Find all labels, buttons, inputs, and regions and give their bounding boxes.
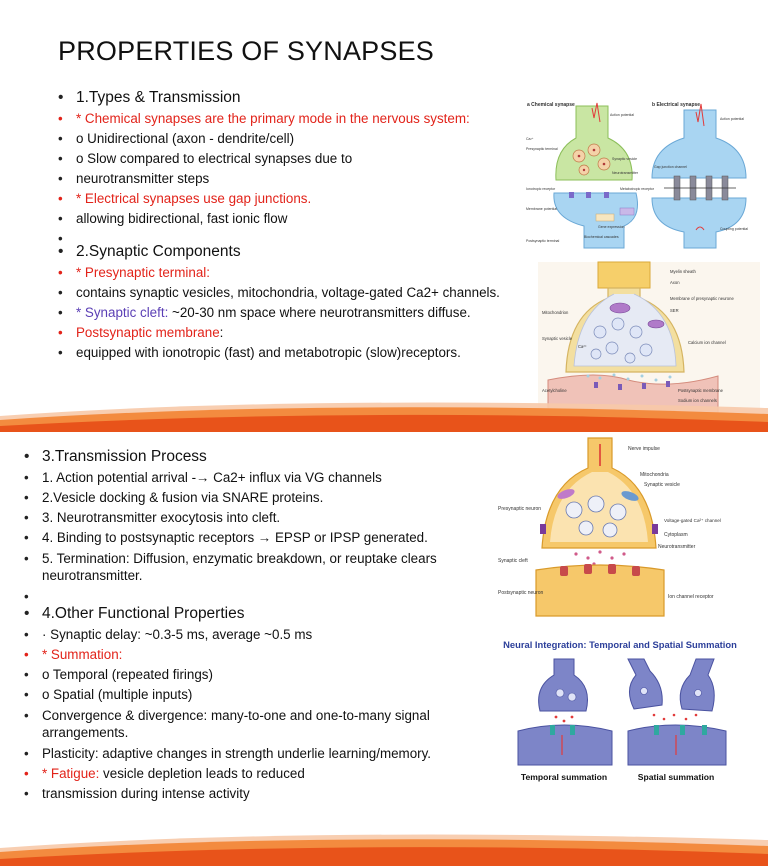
svg-text:Synaptic vesicle: Synaptic vesicle xyxy=(542,336,573,341)
svg-text:Gene expression: Gene expression xyxy=(598,225,625,229)
svg-text:Ion channel receptor: Ion channel receptor xyxy=(668,594,714,600)
svg-text:Membrane of presynaptic neuron: Membrane of presynaptic neurone xyxy=(670,296,734,301)
figure-title: Neural Integration: Temporal and Spatial Summation xyxy=(503,639,737,650)
list-item: • contains synaptic vesicles, mitochondria, voltage-gated Ca2+ channels. xyxy=(58,283,500,303)
section-heading: • 4.Other Functional Properties xyxy=(24,603,494,625)
svg-text:Synaptic cleft: Synaptic cleft xyxy=(498,558,528,564)
svg-text:Action potential: Action potential xyxy=(720,117,744,121)
list-item: • * Chemical synapses are the primary mode in the nervous system: xyxy=(58,109,500,129)
svg-text:Nerve impulse: Nerve impulse xyxy=(628,446,660,452)
svg-text:Mitochondria: Mitochondria xyxy=(640,472,669,478)
svg-text:Synaptic vesicle: Synaptic vesicle xyxy=(612,157,638,161)
caption-spatial: Spatial summation xyxy=(637,772,715,782)
list-item xyxy=(58,323,500,343)
list-item: • Plasticity: adaptive changes in strength underlie learning/memory. xyxy=(24,744,494,764)
slide-title: PROPERTIES OF SYNAPSES xyxy=(58,36,435,66)
panel-a-title: a Chemical synapse xyxy=(527,102,575,108)
svg-text:Ca²⁺: Ca²⁺ xyxy=(578,344,587,349)
decorative-wave xyxy=(0,822,768,866)
list-item xyxy=(24,764,494,784)
svg-text:Membrane potential: Membrane potential xyxy=(526,207,557,211)
section-heading: • 2.Synaptic Components xyxy=(58,241,500,263)
svg-text:Acetylcholine: Acetylcholine xyxy=(542,388,567,393)
summation-figure xyxy=(504,635,736,785)
section-heading: • 1.Types & Transmission xyxy=(58,87,500,109)
term-text: : xyxy=(219,325,224,340)
panel-b-title: b Electrical synapse xyxy=(652,102,701,108)
term-text: ~20-30 nm space where neurotransmitters diffuse. xyxy=(168,305,471,320)
svg-text:Presynaptic neuron: Presynaptic neuron xyxy=(498,506,542,512)
svg-text:Myelin sheath: Myelin sheath xyxy=(670,269,696,274)
list-item: • o Unidirectional (axon - dendrite/cell) xyxy=(58,129,500,149)
list-item: • o Slow compared to electrical synapses due to xyxy=(58,149,500,169)
svg-text:SER: SER xyxy=(670,308,679,313)
svg-text:Neurotransmitter: Neurotransmitter xyxy=(612,171,639,175)
list-item: • 1. Action potential arrival -→ Ca2+ influx via VG channels xyxy=(24,468,494,488)
list-item: • o Temporal (repeated firings) xyxy=(24,665,494,685)
slide-1 xyxy=(0,0,768,432)
svg-text:Ionotropic receptor: Ionotropic receptor xyxy=(526,187,556,191)
list-item: • transmission during intense activity xyxy=(24,784,494,804)
synapse-types-figure xyxy=(524,98,764,250)
list-item: • * Electrical synapses use gap junctions. xyxy=(58,189,500,209)
list-item: • * Summation: xyxy=(24,645,494,665)
svg-text:Mitochondrion: Mitochondrion xyxy=(542,310,569,315)
svg-text:Ca²⁺: Ca²⁺ xyxy=(526,137,534,141)
svg-text:Calcium ion channel: Calcium ion channel xyxy=(688,340,726,345)
svg-text:Gap junction channel: Gap junction channel xyxy=(654,165,687,169)
list-item: • equipped with ionotropic (fast) and metabotropic (slow)receptors. xyxy=(58,343,500,363)
list-item: • Convergence & divergence: many-to-one and one-to-many signal arrangements. xyxy=(24,707,494,741)
slide-2 xyxy=(0,432,768,866)
list-item: • 5. Termination: Diffusion, enzymatic breakdown, or reuptake clears neurotransmitter. xyxy=(24,550,494,584)
svg-text:Action potential: Action potential xyxy=(610,113,634,117)
svg-text:Postsynaptic membrane: Postsynaptic membrane xyxy=(678,388,723,393)
svg-text:Voltage-gated Ca²⁺ channel: Voltage-gated Ca²⁺ channel xyxy=(664,518,721,523)
svg-text:Axon: Axon xyxy=(670,280,680,285)
svg-text:Sodium ion channels: Sodium ion channels xyxy=(678,398,717,403)
list-item: • * Presynaptic terminal: xyxy=(58,263,500,283)
list-item: • neurotransmitter steps xyxy=(58,169,500,189)
list-item: • 3. Neurotransmitter exocytosis into cleft. xyxy=(24,508,494,528)
svg-text:Postsynaptic neuron: Postsynaptic neuron xyxy=(498,590,544,596)
list-item xyxy=(58,303,500,323)
term-text: vesicle depletion leads to reduced xyxy=(99,766,305,781)
svg-text:Coupling potential: Coupling potential xyxy=(720,227,749,231)
caption-temporal: Temporal summation xyxy=(520,772,608,782)
svg-text:Metabotropic receptor: Metabotropic receptor xyxy=(620,187,655,191)
list-item: • allowing bidirectional, fast ionic flow xyxy=(58,209,500,229)
svg-text:Neurotransmitter: Neurotransmitter xyxy=(658,544,696,550)
list-item: • 4. Binding to postsynaptic receptors → EPSP or IPSP generated. xyxy=(24,528,494,548)
bullet-list-2 xyxy=(24,446,494,804)
transmission-figure xyxy=(496,438,721,616)
list-item: • · Synaptic delay: ~0.3-5 ms, average ~0.5 ms xyxy=(24,625,494,645)
list-item: • 2.Vesicle docking & fusion via SNARE proteins. xyxy=(24,488,494,508)
term-label: * Fatigue: xyxy=(42,766,100,781)
term-label: Postsynaptic membrane xyxy=(76,325,220,340)
svg-text:Biochemical cascades: Biochemical cascades xyxy=(584,235,619,239)
section-heading: • 3.Transmission Process xyxy=(24,446,494,468)
svg-text:Cytoplasm: Cytoplasm xyxy=(664,532,688,538)
term-label: * Synaptic cleft: xyxy=(76,305,169,320)
bullet-list-1 xyxy=(58,87,500,363)
svg-text:Presynaptic terminal: Presynaptic terminal xyxy=(526,147,558,151)
list-item: • o Spatial (multiple inputs) xyxy=(24,685,494,705)
svg-text:Synaptic vesicle: Synaptic vesicle xyxy=(644,482,680,488)
decorative-wave xyxy=(0,392,768,432)
svg-text:Postsynaptic terminal: Postsynaptic terminal xyxy=(526,239,560,243)
